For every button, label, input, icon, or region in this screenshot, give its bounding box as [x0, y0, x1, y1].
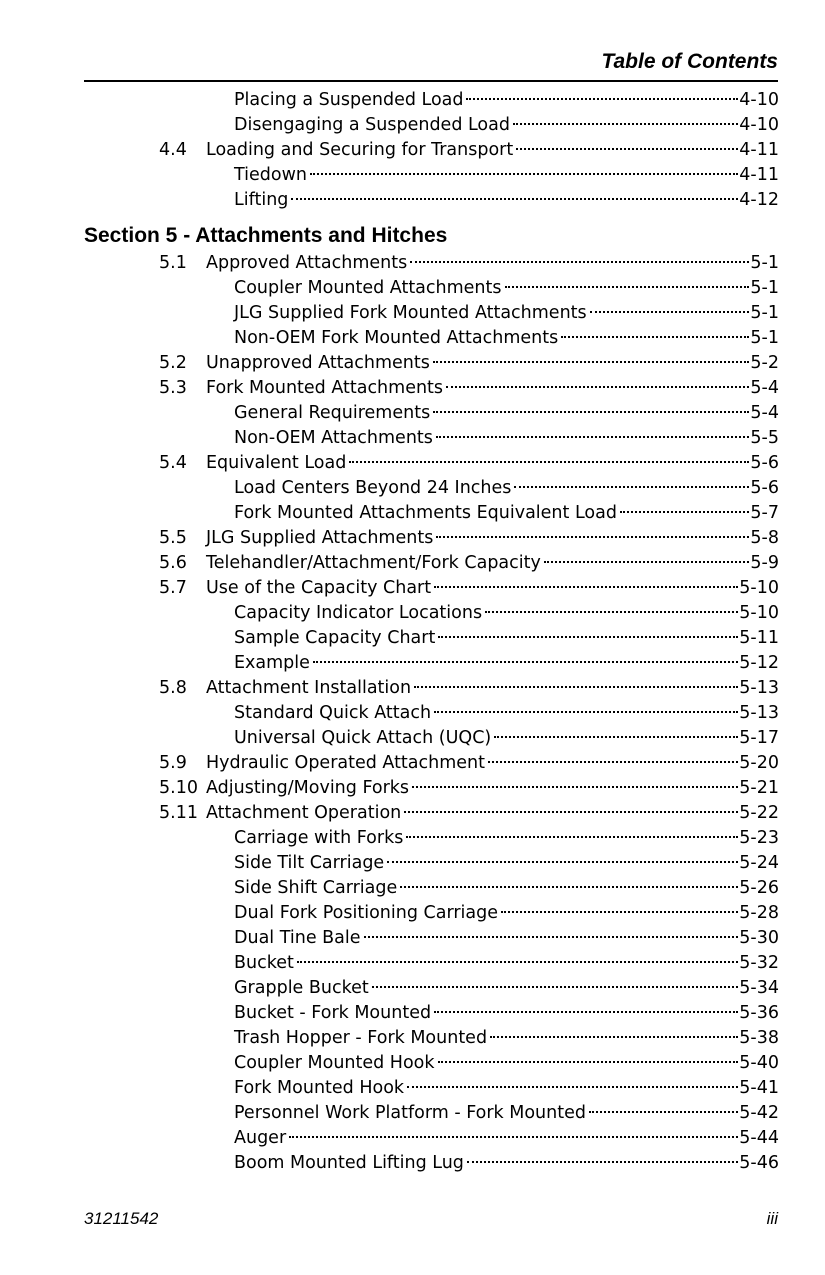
toc-entry-page[interactable]: 5-5	[750, 428, 779, 448]
toc-entry-page[interactable]: 4-10	[739, 90, 779, 110]
dot-leader	[490, 1035, 738, 1038]
toc-entry-page[interactable]: 5-17	[739, 728, 779, 748]
toc-entry-page[interactable]: 5-24	[739, 853, 779, 873]
toc-entry[interactable]	[0, 301, 825, 326]
dot-leader	[434, 710, 738, 713]
toc-entry-number: 5.2	[159, 353, 187, 373]
dot-leader	[434, 1010, 738, 1013]
toc-entry[interactable]	[0, 826, 825, 851]
toc-entry[interactable]	[0, 426, 825, 451]
toc-entry-line	[234, 276, 779, 301]
toc-entry[interactable]	[0, 626, 825, 651]
dot-leader	[289, 1135, 738, 1138]
toc-entry-line	[234, 426, 779, 451]
toc-entry-page[interactable]: 5-12	[739, 653, 779, 673]
toc-entry[interactable]	[0, 651, 825, 676]
toc-entry-page[interactable]: 5-32	[739, 953, 779, 973]
toc-entry-title[interactable]: Bucket	[234, 953, 294, 973]
toc-entry-line	[234, 826, 779, 851]
toc-entry-number: 5.3	[159, 378, 187, 398]
toc-entry-page[interactable]: 5-1	[750, 328, 779, 348]
dot-leader	[466, 97, 738, 100]
toc-entry-line	[234, 1101, 779, 1126]
dot-leader	[433, 360, 750, 363]
toc-entry[interactable]	[0, 926, 825, 951]
toc-entry-title[interactable]: Example	[234, 653, 310, 673]
toc-entry-line	[234, 301, 779, 326]
toc-entry[interactable]	[0, 88, 825, 113]
dot-leader	[364, 935, 739, 938]
dot-leader	[404, 810, 738, 813]
dot-leader	[372, 985, 739, 988]
toc-entry-line	[234, 401, 779, 426]
toc-entry-title[interactable]: Adjusting/Moving Forks	[206, 778, 410, 798]
toc-entry-page[interactable]: 5-9	[750, 553, 779, 573]
toc-entry-number: 5.4	[159, 453, 187, 473]
toc-entry-page[interactable]: 4-12	[739, 190, 779, 210]
toc-entry-page[interactable]: 5-26	[739, 878, 779, 898]
toc-entry-title[interactable]: Carriage with Forks	[234, 828, 404, 848]
toc-entry-page[interactable]: 5-46	[739, 1153, 779, 1173]
toc-entry-title[interactable]: Boom Mounted Lifting Lug	[234, 1153, 464, 1173]
dot-leader	[438, 1060, 739, 1063]
toc-entry-page[interactable]: 5-8	[750, 528, 779, 548]
toc-entry-page[interactable]: 5-36	[739, 1003, 779, 1023]
toc-entry-page[interactable]: 5-4	[750, 403, 779, 423]
dot-leader	[436, 535, 749, 538]
toc-entry[interactable]	[0, 251, 825, 276]
dot-leader	[387, 860, 738, 863]
toc-entry[interactable]	[0, 476, 825, 501]
dot-leader	[349, 460, 749, 463]
toc-entry[interactable]	[0, 951, 825, 976]
toc-entry-line	[234, 1126, 779, 1151]
toc-entry[interactable]	[0, 776, 825, 801]
toc-entry-title[interactable]: Capacity Indicator Locations	[234, 603, 483, 623]
toc-entry-line	[234, 163, 779, 188]
toc-entry-title[interactable]: General Requirements	[234, 403, 431, 423]
toc-entry-page[interactable]: 5-22	[739, 803, 779, 823]
toc-entry[interactable]	[0, 351, 825, 376]
toc-entry[interactable]	[0, 276, 825, 301]
toc-entry[interactable]	[0, 113, 825, 138]
toc-entry-title[interactable]: Equivalent Load	[206, 453, 347, 473]
toc-entry[interactable]	[0, 1126, 825, 1151]
dot-leader	[410, 260, 749, 263]
toc-entry[interactable]	[0, 526, 825, 551]
dot-leader	[513, 122, 738, 125]
toc-entry-line	[234, 876, 779, 901]
toc-entry[interactable]	[0, 676, 825, 701]
toc-entry[interactable]	[0, 1076, 825, 1101]
toc-entry-title[interactable]: Attachment Operation	[206, 803, 402, 823]
page-header-title: Table of Contents	[601, 50, 778, 73]
dot-leader	[412, 785, 738, 788]
toc-entry[interactable]	[0, 163, 825, 188]
dot-leader	[310, 172, 738, 175]
dot-leader	[561, 335, 749, 338]
toc-entry[interactable]	[0, 1101, 825, 1126]
toc-entry-title[interactable]: Telehandler/Attachment/Fork Capacity	[206, 553, 541, 573]
footer-page-number: iii	[766, 1209, 778, 1228]
dot-leader	[516, 147, 738, 150]
toc-entry[interactable]	[0, 701, 825, 726]
dot-leader	[620, 510, 749, 513]
toc-entry-title[interactable]: Coupler Mounted Hook	[234, 1053, 435, 1073]
toc-entry-page[interactable]: 5-23	[739, 828, 779, 848]
toc-entry-title[interactable]: Trash Hopper - Fork Mounted	[234, 1028, 488, 1048]
dot-leader	[494, 735, 738, 738]
toc-entry[interactable]	[0, 726, 825, 751]
toc-entry[interactable]	[0, 876, 825, 901]
toc-entry-title[interactable]: Hydraulic Operated Attachment	[206, 753, 486, 773]
toc-entry-page[interactable]: 5-41	[739, 1078, 779, 1098]
toc-entry-line	[234, 501, 779, 526]
toc-entry-line	[234, 626, 779, 651]
toc-entry-title[interactable]: Loading and Securing for Transport	[206, 140, 514, 160]
toc-entry-title[interactable]: Side Tilt Carriage	[234, 853, 385, 873]
toc-entry-title[interactable]: JLG Supplied Attachments	[206, 528, 434, 548]
toc-entry-title[interactable]: Dual Tine Bale	[234, 928, 361, 948]
dot-leader	[505, 285, 750, 288]
toc-entry[interactable]	[0, 801, 825, 826]
dot-leader	[544, 560, 750, 563]
toc-entry-title[interactable]: Use of the Capacity Chart	[206, 578, 432, 598]
toc-entry-page[interactable]: 5-13	[739, 678, 779, 698]
toc-entry-title[interactable]: Sample Capacity Chart	[234, 628, 436, 648]
toc-entry-line	[234, 1001, 779, 1026]
toc-entry-title[interactable]: Non-OEM Fork Mounted Attachments	[234, 328, 559, 348]
toc-entry-title[interactable]: Load Centers Beyond 24 Inches	[234, 478, 512, 498]
toc-entry[interactable]	[0, 326, 825, 351]
toc-entry-line	[234, 651, 779, 676]
toc-entry-title[interactable]: Fork Mounted Attachments Equivalent Load	[234, 503, 617, 523]
toc-entry-page[interactable]: 4-11	[739, 140, 779, 160]
dot-leader	[406, 835, 738, 838]
header-divider	[84, 80, 778, 82]
toc-entry-number: 5.9	[159, 753, 187, 773]
toc-entry-page[interactable]: 5-20	[739, 753, 779, 773]
toc-entry-title[interactable]: Attachment Installation	[206, 678, 412, 698]
toc-entry-line	[206, 376, 779, 401]
toc-entry-line	[234, 726, 779, 751]
toc-entry[interactable]	[0, 1001, 825, 1026]
toc-entry-line	[234, 1026, 779, 1051]
dot-leader	[407, 1085, 738, 1088]
toc-entry-line	[234, 1076, 779, 1101]
toc-entry-page[interactable]: 5-28	[739, 903, 779, 923]
toc-entry-page[interactable]: 5-34	[739, 978, 779, 998]
toc-entry[interactable]	[0, 451, 825, 476]
toc-entry[interactable]	[0, 376, 825, 401]
toc-entry-line	[206, 801, 779, 826]
toc-entry-page[interactable]: 5-30	[739, 928, 779, 948]
toc-entry[interactable]	[0, 1026, 825, 1051]
toc-entry-line	[206, 351, 779, 376]
toc-entry-line	[234, 901, 779, 926]
dot-leader	[436, 435, 750, 438]
toc-entry[interactable]	[0, 551, 825, 576]
toc-entry[interactable]	[0, 1151, 825, 1176]
toc-entry-line	[234, 601, 779, 626]
toc-entry-line	[206, 576, 779, 601]
toc-entry-title[interactable]: Approved Attachments	[206, 253, 408, 273]
toc-entry[interactable]	[0, 501, 825, 526]
toc-entry-title[interactable]: Bucket - Fork Mounted	[234, 1003, 432, 1023]
toc-entry-title[interactable]: Auger	[234, 1128, 287, 1148]
toc-entry-page[interactable]: 4-11	[739, 165, 779, 185]
toc-entry-title[interactable]: Disengaging a Suspended Load	[234, 115, 510, 135]
toc-entry-line	[206, 551, 779, 576]
toc-entry-number: 5.7	[159, 578, 187, 598]
toc-entry-title[interactable]: Personnel Work Platform - Fork Mounted	[234, 1103, 586, 1123]
toc-entry-title[interactable]: Universal Quick Attach (UQC)	[234, 728, 492, 748]
toc-entry-number: 5.11	[159, 803, 198, 823]
dot-leader	[488, 760, 738, 763]
toc-entry-title[interactable]: Placing a Suspended Load	[234, 90, 464, 110]
toc-entry-page[interactable]: 5-10	[739, 578, 779, 598]
toc-entry-number: 5.10	[159, 778, 198, 798]
toc-entry-page[interactable]: 5-44	[739, 1128, 779, 1148]
footer-doc-number: 31211542	[84, 1209, 159, 1228]
toc-entry-page[interactable]: 5-4	[750, 378, 779, 398]
toc-entry-page[interactable]: 5-6	[750, 478, 779, 498]
toc-entry-title[interactable]: Standard Quick Attach	[234, 703, 432, 723]
toc-entry-page[interactable]: 5-6	[750, 453, 779, 473]
dot-leader	[589, 1110, 738, 1113]
dot-leader	[501, 910, 738, 913]
toc-entry-title[interactable]: Coupler Mounted Attachments	[234, 278, 502, 298]
toc-entry-line	[206, 138, 779, 163]
toc-entry[interactable]	[0, 901, 825, 926]
toc-entry-line	[234, 326, 779, 351]
toc-entry-page[interactable]: 5-7	[750, 503, 779, 523]
toc-entry-title[interactable]: Lifting	[234, 190, 289, 210]
toc-entry[interactable]	[0, 576, 825, 601]
toc-entry-page[interactable]: 5-38	[739, 1028, 779, 1048]
toc-entry-number: 5.6	[159, 553, 187, 573]
dot-leader	[590, 310, 750, 313]
toc-entry-page[interactable]: 5-1	[750, 278, 779, 298]
toc-entry-title[interactable]: Unapproved Attachments	[206, 353, 430, 373]
toc-entry-number: 5.5	[159, 528, 187, 548]
toc-entry-line	[234, 188, 779, 213]
toc-entry[interactable]	[0, 601, 825, 626]
dot-leader	[485, 610, 738, 613]
toc-entry[interactable]	[0, 188, 825, 213]
toc-entry-page[interactable]: 5-10	[739, 603, 779, 623]
toc-entry-page[interactable]: 5-40	[739, 1053, 779, 1073]
toc-entry-page[interactable]: 5-11	[739, 628, 779, 648]
toc-entry-number: 5.1	[159, 253, 187, 273]
toc-entry-line	[234, 1151, 779, 1176]
toc-entry[interactable]	[0, 851, 825, 876]
toc-entry-page[interactable]: 5-2	[750, 353, 779, 373]
toc-entry-page[interactable]: 5-21	[739, 778, 779, 798]
toc-entry-line	[234, 88, 779, 113]
dot-leader	[297, 960, 738, 963]
dot-leader	[291, 197, 738, 200]
toc-entry-line	[234, 976, 779, 1001]
dot-leader	[414, 685, 738, 688]
toc-entry-line	[206, 751, 779, 776]
dot-leader	[434, 585, 738, 588]
toc-entry-page[interactable]: 5-42	[739, 1103, 779, 1123]
toc-entry-page[interactable]: 5-1	[750, 303, 779, 323]
toc-entry-page[interactable]: 4-10	[739, 115, 779, 135]
section-heading: Section 5 - Attachments and Hitches	[84, 224, 448, 247]
toc-entry[interactable]	[0, 1051, 825, 1076]
toc-entry-page[interactable]: 5-13	[739, 703, 779, 723]
toc-entry[interactable]	[0, 401, 825, 426]
dot-leader	[467, 1160, 738, 1163]
toc-entry-title[interactable]: Grapple Bucket	[234, 978, 369, 998]
dot-leader	[433, 410, 749, 413]
toc-entry-line	[206, 676, 779, 701]
toc-entry-title[interactable]: Side Shift Carriage	[234, 878, 398, 898]
toc-entry-line	[234, 1051, 779, 1076]
toc-entry-page[interactable]: 5-1	[750, 253, 779, 273]
toc-entry-line	[206, 451, 779, 476]
toc-entry-line	[234, 926, 779, 951]
toc-entry-line	[206, 251, 779, 276]
toc-entry-title[interactable]: Dual Fork Positioning Carriage	[234, 903, 499, 923]
dot-leader	[446, 385, 749, 388]
toc-entry-title[interactable]: JLG Supplied Fork Mounted Attachments	[234, 303, 587, 323]
toc-entry-number: 5.8	[159, 678, 187, 698]
toc-entry-line	[234, 951, 779, 976]
dot-leader	[313, 660, 738, 663]
toc-entry-number: 4.4	[159, 140, 187, 160]
toc-entry-title[interactable]: Fork Mounted Attachments	[206, 378, 444, 398]
toc-entry-line	[234, 701, 779, 726]
toc-entry-line	[234, 476, 779, 501]
toc-entry-title[interactable]: Tiedown	[234, 165, 307, 185]
toc-entry[interactable]	[0, 976, 825, 1001]
toc-entry-line	[206, 526, 779, 551]
toc-entry-line	[234, 113, 779, 138]
toc-entry[interactable]	[0, 751, 825, 776]
toc-entry[interactable]	[0, 138, 825, 163]
toc-entry-line	[234, 851, 779, 876]
toc-entry-line	[206, 776, 779, 801]
dot-leader	[514, 485, 749, 488]
dot-leader	[400, 885, 738, 888]
toc-entry-title[interactable]: Fork Mounted Hook	[234, 1078, 405, 1098]
dot-leader	[438, 635, 738, 638]
toc-entry-title[interactable]: Non-OEM Attachments	[234, 428, 433, 448]
